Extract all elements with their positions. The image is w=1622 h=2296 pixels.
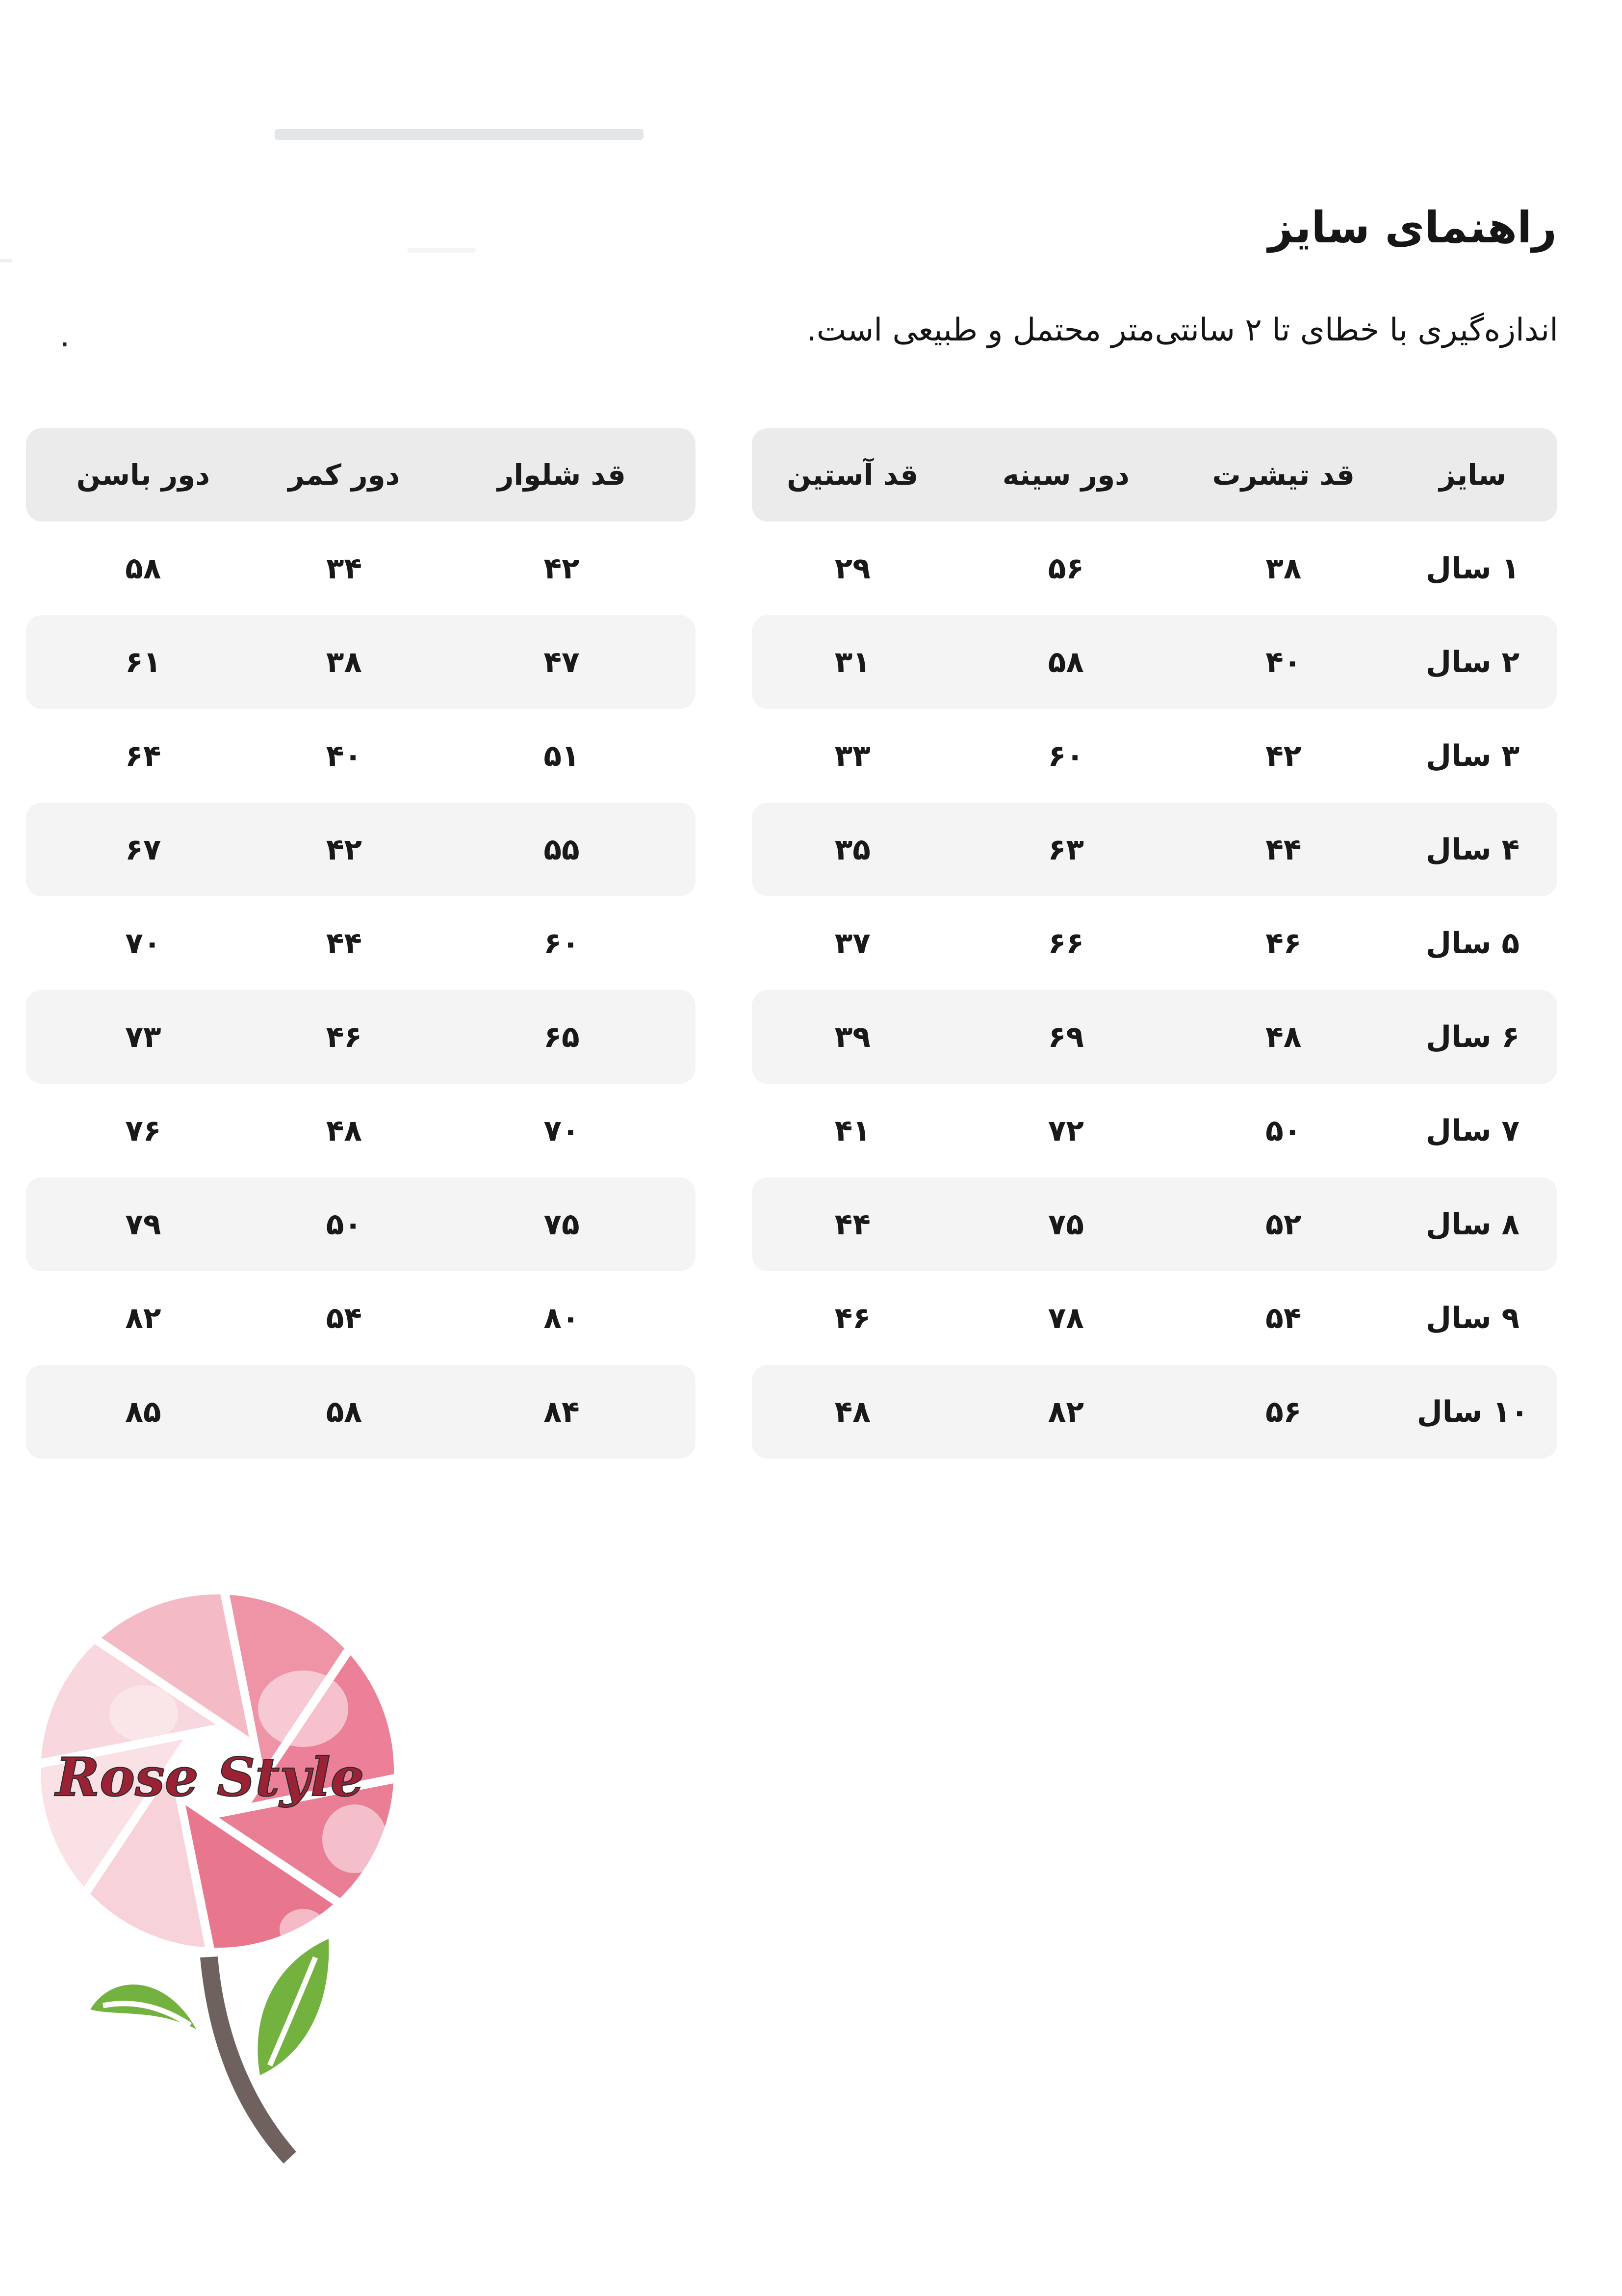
table-cell: ۶ سال bbox=[1426, 1019, 1520, 1054]
table-row bbox=[752, 1365, 1557, 1459]
table-cell: ۸۴ bbox=[543, 1394, 580, 1429]
rose-stem-and-leaves bbox=[90, 1939, 329, 2164]
table-row bbox=[26, 990, 695, 1084]
table-cell: ۱ سال bbox=[1426, 551, 1520, 586]
table-cell: ۶۳ bbox=[1048, 832, 1084, 867]
table-cell: ۳۳ bbox=[834, 738, 871, 773]
rose-aperture-flower bbox=[28, 1584, 432, 1985]
table-cell: ۳۹ bbox=[834, 1019, 871, 1054]
petal-highlight bbox=[258, 1670, 348, 1747]
table-row bbox=[26, 896, 695, 990]
table-row bbox=[26, 709, 695, 803]
table-cell: ۷ سال bbox=[1426, 1113, 1520, 1148]
table-row bbox=[752, 1177, 1557, 1271]
tshirt-table-header bbox=[752, 428, 1557, 522]
table-cell: ۶۵ bbox=[543, 1019, 580, 1054]
table-row bbox=[752, 896, 1557, 990]
table-cell: ۶۴ bbox=[125, 738, 161, 773]
table-cell: ۵۰ bbox=[326, 1207, 362, 1242]
table-cell: ۴۴ bbox=[1265, 832, 1302, 867]
table-row bbox=[752, 990, 1557, 1084]
table-cell: ۸۲ bbox=[125, 1301, 161, 1335]
table-cell: ۳۱ bbox=[834, 645, 871, 679]
table-cell: ۴۱ bbox=[834, 1113, 871, 1148]
column-header: دور سینه bbox=[1002, 458, 1130, 492]
table-row bbox=[26, 1084, 695, 1177]
table-cell: ۳۸ bbox=[1265, 551, 1302, 586]
table-cell: ۷۵ bbox=[543, 1207, 580, 1242]
table-cell: ۷۹ bbox=[125, 1207, 161, 1242]
table-cell: ۶۰ bbox=[543, 926, 580, 961]
table-cell: ۳۷ bbox=[834, 926, 871, 961]
table-cell: ۱۰ سال bbox=[1416, 1394, 1529, 1429]
table-row bbox=[26, 803, 695, 896]
table-cell: ۶۶ bbox=[1048, 926, 1084, 961]
table-cell: ۴۰ bbox=[326, 738, 362, 773]
table-row bbox=[26, 1365, 695, 1459]
table-cell: ۴۶ bbox=[1265, 926, 1302, 961]
table-cell: ۲۹ bbox=[834, 551, 871, 586]
table-cell: ۷۰ bbox=[125, 926, 161, 961]
faint-edge-mark bbox=[0, 259, 12, 262]
table-cell: ۳۴ bbox=[326, 551, 362, 586]
column-header: قد تیشرت bbox=[1212, 458, 1355, 492]
table-cell: ۵۸ bbox=[125, 551, 161, 586]
rose-style-logo bbox=[28, 1584, 436, 2177]
table-cell: ۴۲ bbox=[326, 832, 362, 867]
table-row bbox=[752, 803, 1557, 896]
petal-highlight bbox=[322, 1804, 387, 1873]
table-cell: ۵۱ bbox=[543, 738, 580, 773]
table-row bbox=[26, 615, 695, 709]
table-cell: ۵۸ bbox=[326, 1394, 362, 1429]
table-cell: ۷۳ bbox=[125, 1019, 161, 1054]
column-header: قد شلوار bbox=[497, 458, 626, 492]
table-cell: ۲ سال bbox=[1426, 645, 1520, 679]
table-cell: ۴۴ bbox=[326, 926, 362, 961]
table-cell: ۷۲ bbox=[1048, 1113, 1084, 1148]
measurement-note: اندازه‌گیری با خطای تا ۲ سانتی‌متر محتمل و طبیعی است. bbox=[806, 312, 1558, 348]
table-cell: ۸۵ bbox=[125, 1394, 161, 1429]
table-cell: ۵۶ bbox=[1265, 1394, 1302, 1429]
table-cell: ۴۰ bbox=[1265, 645, 1302, 679]
faint-smudge bbox=[407, 248, 476, 253]
table-row bbox=[26, 1177, 695, 1271]
table-row bbox=[752, 615, 1557, 709]
table-cell: ۳ سال bbox=[1426, 738, 1520, 773]
table-row bbox=[752, 1084, 1557, 1177]
table-cell: ۳۵ bbox=[834, 832, 871, 867]
column-header: دور کمر bbox=[288, 458, 400, 492]
table-cell: ۴۸ bbox=[1265, 1019, 1302, 1054]
table-cell: ۴۸ bbox=[326, 1113, 362, 1148]
table-cell: ۹ سال bbox=[1426, 1301, 1520, 1335]
table-cell: ۵۸ bbox=[1048, 645, 1084, 679]
table-cell: ۴۷ bbox=[543, 645, 580, 679]
column-header: دور باسن bbox=[76, 458, 210, 492]
table-cell: ۴ سال bbox=[1426, 832, 1520, 867]
table-row bbox=[26, 1271, 695, 1365]
table-cell: ۴۴ bbox=[834, 1207, 871, 1242]
tshirt-table-body bbox=[752, 522, 1557, 1459]
pants-size-table bbox=[26, 428, 695, 1459]
table-cell: ۵۶ bbox=[1048, 551, 1084, 586]
table-cell: ۸ سال bbox=[1426, 1207, 1520, 1242]
table-cell: ۸۲ bbox=[1048, 1394, 1084, 1429]
table-row bbox=[752, 1271, 1557, 1365]
table-cell: ۸۰ bbox=[543, 1301, 580, 1335]
table-cell: ۵۲ bbox=[1265, 1207, 1302, 1242]
logo-script-text: Rose Style bbox=[55, 1747, 364, 1808]
table-cell: ۶۱ bbox=[125, 645, 161, 679]
table-cell: ۷۸ bbox=[1048, 1301, 1084, 1335]
stray-period: . bbox=[60, 318, 70, 354]
table-cell: ۵ سال bbox=[1426, 926, 1520, 961]
table-cell: ۵۰ bbox=[1265, 1113, 1302, 1148]
table-cell: ۷۵ bbox=[1048, 1207, 1084, 1242]
table-cell: ۴۶ bbox=[326, 1019, 362, 1054]
table-cell: ۴۲ bbox=[1265, 738, 1302, 773]
column-header: قد آستین bbox=[787, 458, 919, 492]
table-row bbox=[26, 522, 695, 615]
column-header: سایز bbox=[1439, 458, 1506, 492]
table-cell: ۵۴ bbox=[1265, 1301, 1302, 1335]
petal-highlight bbox=[109, 1685, 178, 1742]
loading-bar-placeholder bbox=[275, 129, 644, 140]
table-cell: ۳۸ bbox=[326, 645, 362, 679]
table-cell: ۴۶ bbox=[834, 1301, 871, 1335]
table-cell: ۶۰ bbox=[1048, 738, 1084, 773]
tshirt-size-table bbox=[752, 428, 1557, 1459]
table-row bbox=[752, 709, 1557, 803]
table-cell: ۴۲ bbox=[543, 551, 580, 586]
table-cell: ۵۴ bbox=[326, 1301, 362, 1335]
table-cell: ۶۷ bbox=[125, 832, 161, 867]
table-cell: ۴۸ bbox=[834, 1394, 871, 1429]
pants-table-body bbox=[26, 522, 695, 1459]
table-cell: ۵۵ bbox=[543, 832, 580, 867]
table-cell: ۶۹ bbox=[1048, 1019, 1084, 1054]
table-row bbox=[752, 522, 1557, 615]
page-title: راهنمای سایز bbox=[1268, 202, 1557, 253]
table-cell: ۷۶ bbox=[125, 1113, 161, 1148]
table-cell: ۷۰ bbox=[543, 1113, 580, 1148]
pants-table-header bbox=[26, 428, 695, 522]
